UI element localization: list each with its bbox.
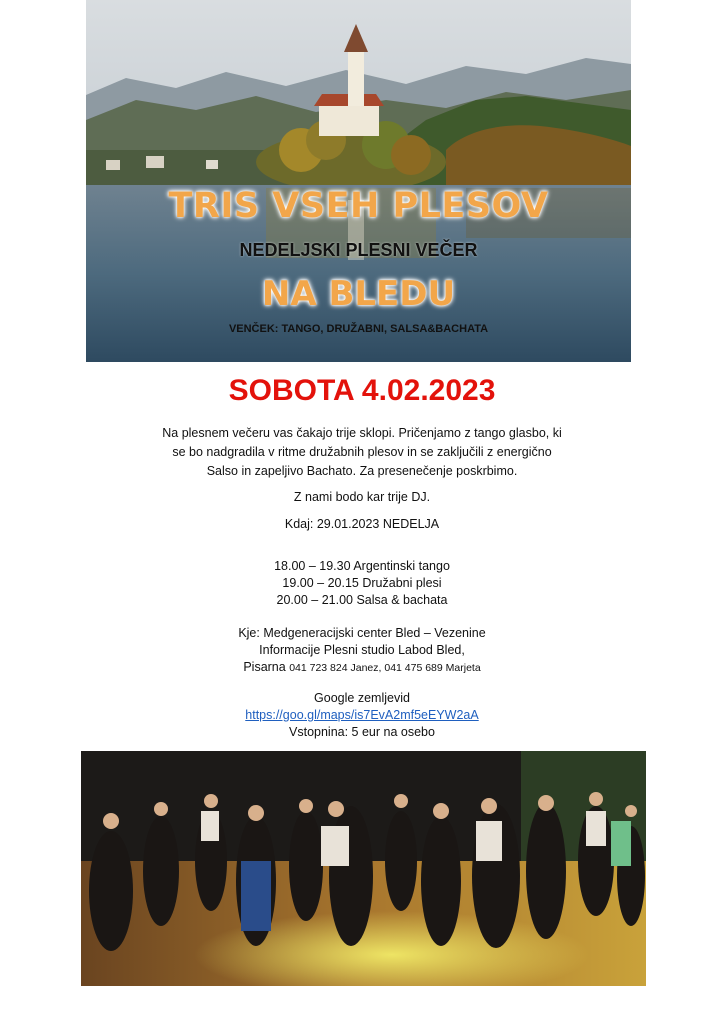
schedule-item: 19.00 – 20.15 Družabni plesi bbox=[282, 576, 442, 590]
location-info bbox=[150, 625, 574, 677]
info-line: Informacije Plesni studio Labod Bled, bbox=[259, 643, 465, 657]
event-place: NA BLEDU bbox=[261, 274, 456, 314]
intro-line: se bo nadgradila v ritme družabnih plesov in se zaključili z energično bbox=[172, 445, 552, 459]
dj-note: Z nami bodo kar trije DJ. bbox=[293, 490, 431, 504]
event-title: TRIS VSEH PLESOV bbox=[168, 186, 549, 226]
dance-list: VENČEK: TANGO, DRUŽABNI, SALSA&BACHATA bbox=[228, 323, 489, 335]
phone-numbers: 041 723 824 Janez, 041 475 689 Marjeta bbox=[289, 662, 481, 674]
schedule-item: 18.00 – 19.30 Argentinski tango bbox=[274, 559, 450, 573]
intro-paragraph bbox=[150, 424, 574, 481]
entry-fee: Vstopnina: 5 eur na osebo bbox=[289, 725, 435, 739]
schedule bbox=[150, 558, 574, 609]
dance-floor-image bbox=[81, 751, 646, 986]
office-line bbox=[150, 659, 574, 677]
intro-line: Salso in zapeljivo Bachato. Za presenečenje poskrbimo. bbox=[206, 464, 518, 478]
where-line: Kje: Medgeneracijski center Bled – Vezenine bbox=[238, 626, 486, 640]
intro-line: Na plesnem večeru vas čakajo trije sklopi. Pričenjamo z tango glasbo, ki bbox=[162, 426, 562, 440]
hero-photo bbox=[86, 0, 631, 362]
hero-overlay bbox=[86, 0, 631, 362]
schedule-item: 20.00 – 21.00 Salsa & bachata bbox=[276, 593, 448, 607]
event-subtitle: NEDELJSKI PLESNI VEČER bbox=[239, 240, 478, 260]
event-date: SOBOTA 4.02.2023 bbox=[228, 374, 496, 407]
map-link[interactable]: https://goo.gl/maps/is7EvA2mf5eEYW2aA bbox=[245, 708, 479, 722]
map-info bbox=[150, 690, 574, 741]
map-label: Google zemljevid bbox=[314, 691, 410, 705]
office-label: Pisarna bbox=[243, 660, 290, 674]
dancers-photo bbox=[81, 751, 646, 986]
when-line: Kdaj: 29.01.2023 NEDELJA bbox=[284, 517, 440, 531]
